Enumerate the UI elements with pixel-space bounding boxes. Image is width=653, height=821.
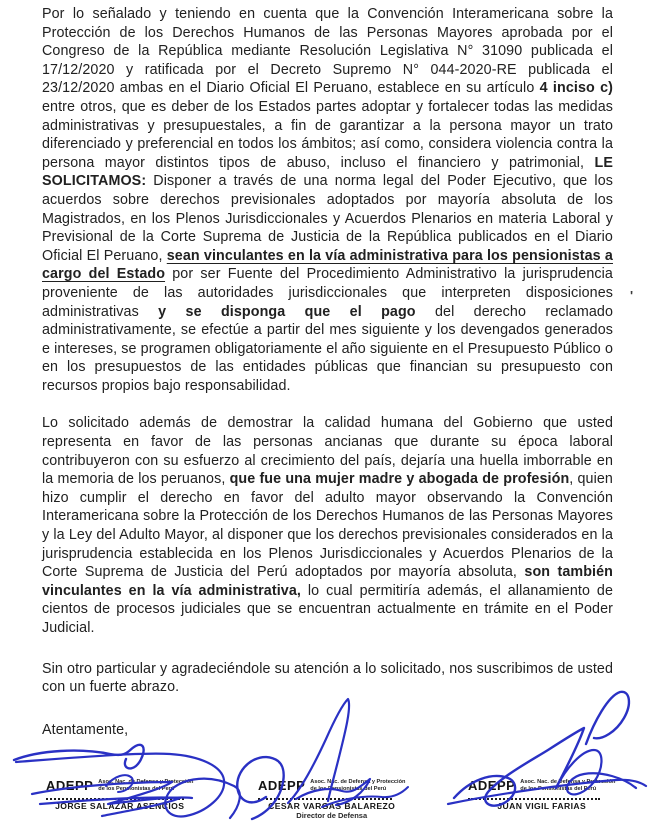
adepp-stamp: [258, 778, 405, 820]
signature-dotted-line: [46, 798, 184, 800]
stamp-org-lines: [520, 779, 615, 792]
letter-body: [42, 5, 613, 739]
adepp-logo: ADEPP: [46, 778, 94, 793]
signatory-name: JUAN VIGIL FARIAS: [497, 801, 587, 811]
adepp-logo: ADEPP: [468, 778, 516, 793]
adepp-stamp: [468, 778, 615, 811]
paragraph-closing: Sin otro particular y agradeciéndole su atención a lo solicitado, nos suscribimos de usted con un fuerte abrazo.: [42, 660, 613, 696]
stamp-org-lines: [98, 779, 193, 792]
stamp-org-lines: [310, 779, 405, 792]
signature-block-3: [468, 778, 615, 811]
stamp-org-line2: de los Pensionistas del Perú: [310, 785, 387, 792]
adepp-stamp: [46, 778, 193, 811]
salutation: Atentamente,: [42, 721, 129, 738]
scan-artifact-mark: ': [630, 288, 634, 303]
stamp-org-line1: Asoc. Nac. de Defensa y Protección: [310, 779, 406, 786]
signatory-name: CESAR VARGAS BALAREZO: [268, 801, 396, 811]
signature-block-1: [46, 778, 193, 811]
signature-dotted-line: [258, 798, 392, 800]
adepp-logo: ADEPP: [258, 778, 306, 793]
signature-block-2: [258, 778, 405, 820]
stamp-org-line1: Asoc. Nac. de Defensa y Protección: [520, 779, 616, 786]
stamp-org-line2: de los Pensionistas del Perú: [98, 785, 175, 792]
signatory-title: Director de Defensa: [296, 811, 368, 820]
signature-dotted-line: [468, 798, 600, 800]
signatory-name: JORGE SALAZAR ASENCIOS: [55, 801, 185, 811]
paragraph-request: Por lo señalado y teniendo en cuenta que la Convención Interamericana sobre la Protección de los Derechos Humanos de las Personas Mayores aprobada por el Congreso de la República mediante Resolución Legislativa N° 31090 publicada el 17/12/2020 y ratificada por el Decreto Supremo N° 044-2020-RE publicada el 23/12/2020 ambas en el Diario Oficial El Peruano, establece en su artículo 4 inciso c) entre otros, que es deber de los Estados partes adoptar y fortalecer todas las medidas administrativas y presupuestales, a fin de garantizar a la persona mayor un trato diferenciado y preferencial en todos los ámbitos; así como, considera violencia contra la persona mayor distintos tipos de abuso, incluso el financiero y patrimonial, LE SOLICITAMOS: Disponer a través de una norma legal del Poder Ejecutivo, que los acuerdos sobre derechos previsionales adoptados por mayoría absoluta de los Magistrados, en los Plenos Jurisdiccionales y Acuerdos Plenarios en materia Laboral y Previsional de la Corte Suprema de Justicia de la República publicados en el Diario Oficial El Peruano, sean vinculantes en la vía administrativa para los pensionistas a cargo del Estado por ser Fuente del Procedimiento Administrativo la jurisprudencia proveniente de las autoridades jurisdiccionales que interpreten disposiciones administrativas y se disponga que el pago del derecho reclamado administrativamente, se efectúe a partir del mes siguiente y los devengados generados e intereses, se programen obligatoriamente el año siguiente en el Presupuesto Público o en los presupuestos de las entidades públicas que financian su presupuesto con recursos propios bajo responsabilidad.: [42, 6, 614, 394]
stamp-org-line2: de los Pensionistas del Perú: [520, 785, 597, 792]
stamp-org-line1: Asoc. Nac. de Defensa y Protección: [98, 779, 194, 786]
paragraph-justification: Lo solicitado además de demostrar la calidad humana del Gobierno que usted representa en favor de las personas ancianas que durante su época laboral contribuyeron con su esfuerzo al crecimiento del país, dejaría una huella imborrable en la memoria de los peruanos, que fue una mujer madre y abogada de profesión, quien hizo cumplir el derecho en favor del adulto mayor observando la Convención Interamericana sobre la Protección de los Derechos Humanos de las Personas Mayores y la Ley del Adulto Mayor, al disponer que los derechos previsionales considerados en la jurisprudencia establecida en los Plenos Jurisdiccionales y Acuerdos Plenarios de la Corte Suprema de Justicia del Perú adoptados por mayoría absoluta, son también vinculantes en la vía administrativa, lo cual permitiría además, el allanamiento de cientos de procesos judiciales que se encuentran actualmente en trámite en el Poder Judicial.: [42, 415, 614, 636]
